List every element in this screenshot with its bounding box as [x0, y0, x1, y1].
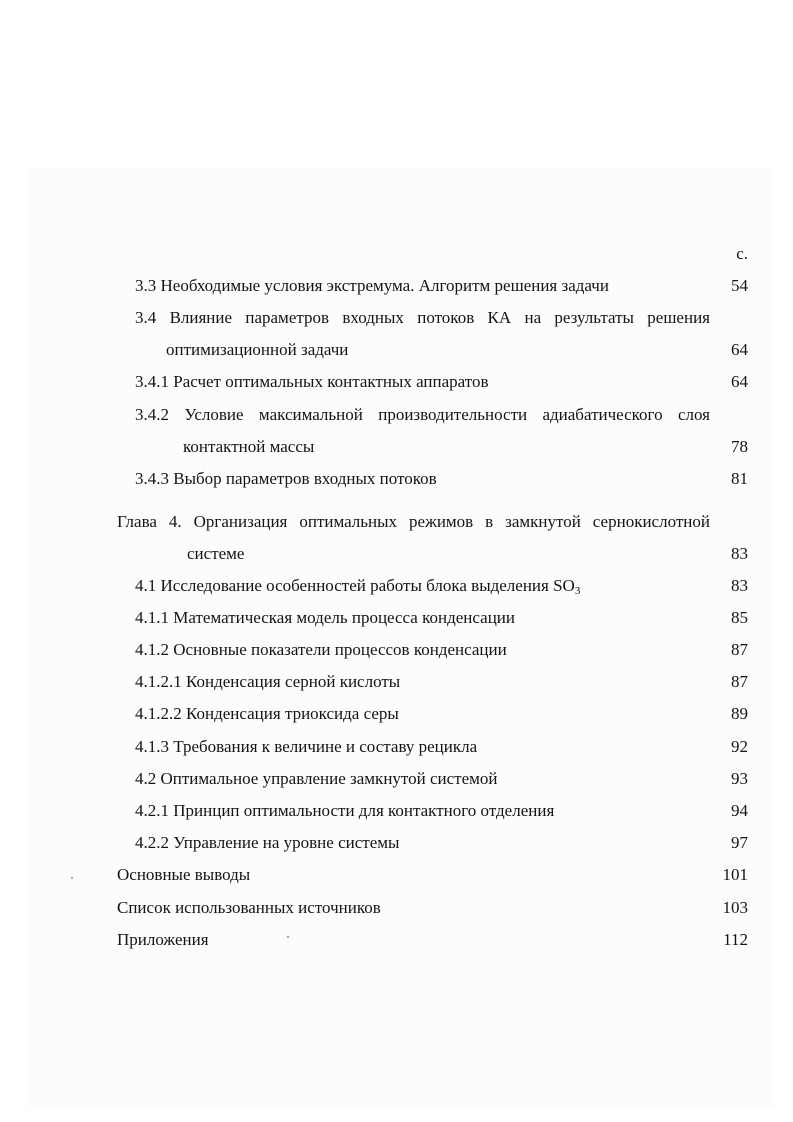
toc-entry-4-1-subscript: 3 — [574, 585, 581, 597]
toc-entry-3-4-1: 3.4.1 Расчет оптимальных контактных аппаратов — [135, 372, 489, 391]
toc-entry-4-1-2: 4.1.2 Основные показатели процессов конденсации — [135, 640, 507, 659]
toc-page-appendices: 112 — [723, 930, 748, 949]
toc-page-4-1-2-1: 87 — [731, 672, 748, 691]
toc-entry-4-1-text: 4.1 Исследование особенностей работы блока выделения SO — [135, 576, 575, 595]
toc-entry-conclusions: Основные выводы — [117, 865, 251, 884]
toc-entry-chapter-4: Глава 4. Организация оптимальных режимов в замкнутой сернокислотной — [117, 512, 710, 531]
toc-page-chapter-4: 83 — [731, 544, 748, 563]
toc-page-column-header: с. — [736, 244, 748, 263]
toc-entry-references: Список использованных источников — [117, 898, 381, 917]
toc-entry-4-1-3: 4.1.3 Требования к величине и составу рецикла — [135, 737, 478, 756]
toc-page-4-1: 83 — [731, 576, 748, 595]
toc-entry-4-2-2: 4.2.2 Управление на уровне системы — [135, 833, 400, 852]
toc-page-4-2-2: 97 — [731, 833, 748, 852]
toc-entry-4-1 — [135, 576, 580, 596]
toc-page-4-1-3: 92 — [731, 737, 748, 756]
toc-page-3-4-2: 78 — [731, 437, 748, 456]
toc-entry-4-1-2-2: 4.1.2.2 Конденсация триоксида серы — [135, 704, 399, 723]
toc-page-4-2: 93 — [731, 769, 748, 788]
toc-page-3-4-1: 64 — [731, 372, 748, 391]
toc-page-references: 103 — [722, 898, 748, 917]
toc-page-4-1-1: 85 — [731, 608, 748, 627]
toc-page-3-4-3: 81 — [731, 469, 748, 488]
toc-page-conclusions: 101 — [722, 865, 748, 884]
toc-entry-3-3: 3.3 Необходимые условия экстремума. Алгоритм решения задачи — [135, 276, 609, 295]
toc-entry-4-1-1: 4.1.1 Математическая модель процесса конденсации — [135, 608, 515, 627]
toc-entry-4-1-2-1: 4.1.2.1 Конденсация серной кислоты — [135, 672, 401, 691]
toc-page-3-3: 54 — [731, 276, 748, 295]
toc-entry-4-2: 4.2 Оптимальное управление замкнутой системой — [135, 769, 498, 788]
toc-entry-3-4-cont: оптимизационной задачи — [166, 340, 349, 359]
toc-page-4-2-1: 94 — [731, 801, 748, 820]
toc-entry-3-4-2: 3.4.2 Условие максимальной производительности адиабатического слоя — [135, 405, 710, 424]
scan-speck — [71, 877, 73, 879]
toc-entry-3-4-3: 3.4.3 Выбор параметров входных потоков — [135, 469, 437, 488]
toc-entry-3-4-2-cont: контактной массы — [183, 437, 315, 456]
toc-entry-3-4: 3.4 Влияние параметров входных потоков КА на результаты решения — [135, 308, 710, 327]
toc-entry-appendices: Приложения — [117, 930, 209, 949]
toc-entry-chapter-4-cont: системе — [187, 544, 245, 563]
toc-page-4-1-2-2: 89 — [731, 704, 748, 723]
toc-page-4-1-2: 87 — [731, 640, 748, 659]
scan-speck — [287, 936, 289, 938]
toc-entry-4-2-1: 4.2.1 Принцип оптимальности для контактного отделения — [135, 801, 555, 820]
toc-page-3-4: 64 — [731, 340, 748, 359]
